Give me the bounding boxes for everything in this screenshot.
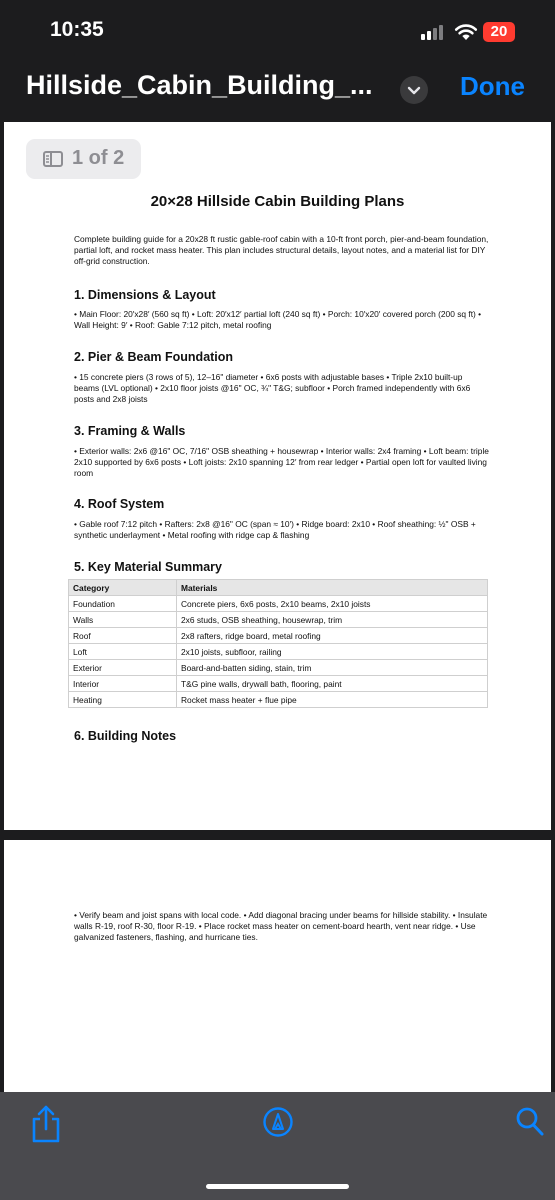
section-heading: 6. Building Notes	[74, 729, 177, 743]
table-cell: Interior	[69, 676, 177, 692]
table-cell: Board-and-batten siding, stain, trim	[177, 660, 488, 676]
section-body: • Main Floor: 20′x28′ (560 sq ft) • Loft: 20′x12′ partial loft (240 sq ft) • Porch: 10′x20′ covered porch (200 sq ft) • Wall Height: 9′ • Roof: Gable 7:12 pitch, metal roofing	[74, 309, 482, 330]
title-menu-button[interactable]	[400, 76, 428, 104]
table-cell: Walls	[69, 612, 177, 628]
battery-indicator: 20	[483, 22, 515, 42]
search-icon[interactable]	[515, 1106, 545, 1138]
table-cell: Concrete piers, 6x6 posts, 2x10 beams, 2x10 joists	[177, 596, 488, 612]
share-icon[interactable]	[28, 1104, 64, 1144]
column-header: Category	[69, 580, 177, 596]
page-indicator[interactable]	[26, 139, 141, 179]
section-heading: 3. Framing & Walls	[74, 424, 186, 438]
chevron-down-icon	[400, 76, 428, 104]
markup-icon[interactable]	[262, 1106, 294, 1138]
intro-paragraph: Complete building guide for a 20x28 ft rustic gable-roof cabin with a 10-ft front porch, pier-and-beam foundation, partial loft, and rocket mass heater. This plan includes structural details, layout notes, and a material list for DIY off-grid construction.	[74, 234, 489, 266]
table-cell: Rocket mass heater + flue pipe	[177, 692, 488, 708]
table-row	[69, 612, 488, 628]
table-cell: Heating	[69, 692, 177, 708]
table-row	[69, 628, 488, 644]
done-button[interactable]: Done	[460, 71, 525, 101]
table-row	[69, 660, 488, 676]
table-row	[69, 676, 488, 692]
document-title[interactable]: Hillside_Cabin_Building_...	[26, 70, 373, 100]
section-heading: 4. Roof System	[74, 497, 165, 511]
table-cell: 2x10 joists, subfloor, railing	[177, 644, 488, 660]
wifi-icon	[454, 23, 478, 41]
material-summary-table	[68, 579, 488, 708]
document-heading: 20×28 Hillside Cabin Building Plans	[150, 193, 405, 210]
table-row	[69, 692, 488, 708]
page-indicator-label: 1 of 2	[72, 147, 125, 169]
sidebar-icon	[43, 151, 63, 167]
table-cell: Roof	[69, 628, 177, 644]
table-cell: Exterior	[69, 660, 177, 676]
navigation-bar	[0, 62, 555, 122]
table-cell: 2x8 rafters, ridge board, metal roofing	[177, 628, 488, 644]
table-cell: 2x6 studs, OSB sheathing, housewrap, trim	[177, 612, 488, 628]
section-heading: 1. Dimensions & Layout	[74, 288, 216, 302]
section-body: • Gable roof 7:12 pitch • Rafters: 2x8 @16" OC (span ≈ 10′) • Ridge board: 2x10 • Roof sheathing: ½" OSB + synthetic underlayment • Metal roofing with ridge cap & flashing	[74, 519, 476, 540]
table-header-row	[69, 580, 488, 596]
section-body: • 15 concrete piers (3 rows of 5), 12–16" diameter • 6x6 posts with adjustable bases • Triple 2x10 built-up beams (LVL optional) • 2x10 floor joists @16" OC, ¾" T&G; subfloor • Porch framed independently with 6x6 posts and 2x8 joists	[74, 372, 471, 404]
table-row	[69, 596, 488, 612]
table-row	[69, 644, 488, 660]
status-bar	[0, 0, 555, 62]
column-header: Materials	[177, 580, 488, 596]
section-heading: 2. Pier & Beam Foundation	[74, 350, 234, 364]
pdf-page-2[interactable]	[4, 840, 551, 1092]
status-time: 10:35	[50, 18, 104, 41]
table-cell: Foundation	[69, 596, 177, 612]
table-cell: Loft	[69, 644, 177, 660]
cellular-signal-icon	[421, 24, 447, 40]
section-heading: 5. Key Material Summary	[74, 560, 222, 574]
table-cell: T&G pine walls, drywall bath, flooring, paint	[177, 676, 488, 692]
pdf-page-1[interactable]	[4, 122, 551, 830]
section-body: • Exterior walls: 2x6 @16" OC, 7/16" OSB sheathing + housewrap • Interior walls: 2x4 framing • Loft beam: triple 2x10 supported by 6x6 posts • Loft joists: 2x10 spanning 12′ from rear ledger • Partial open loft for vaulted living room	[74, 446, 489, 478]
bottom-toolbar	[0, 1092, 555, 1200]
home-indicator	[206, 1184, 349, 1189]
building-notes-body: • Verify beam and joist spans with local code. • Add diagonal bracing under beams for hillside stability. • Insulate walls R-19, roof R-30, floor R-19. • Place rocket mass heater on cement-board hearth, vent near ridge. • Use galvanized fasteners, flashing, and hurricane ties.	[74, 910, 488, 942]
